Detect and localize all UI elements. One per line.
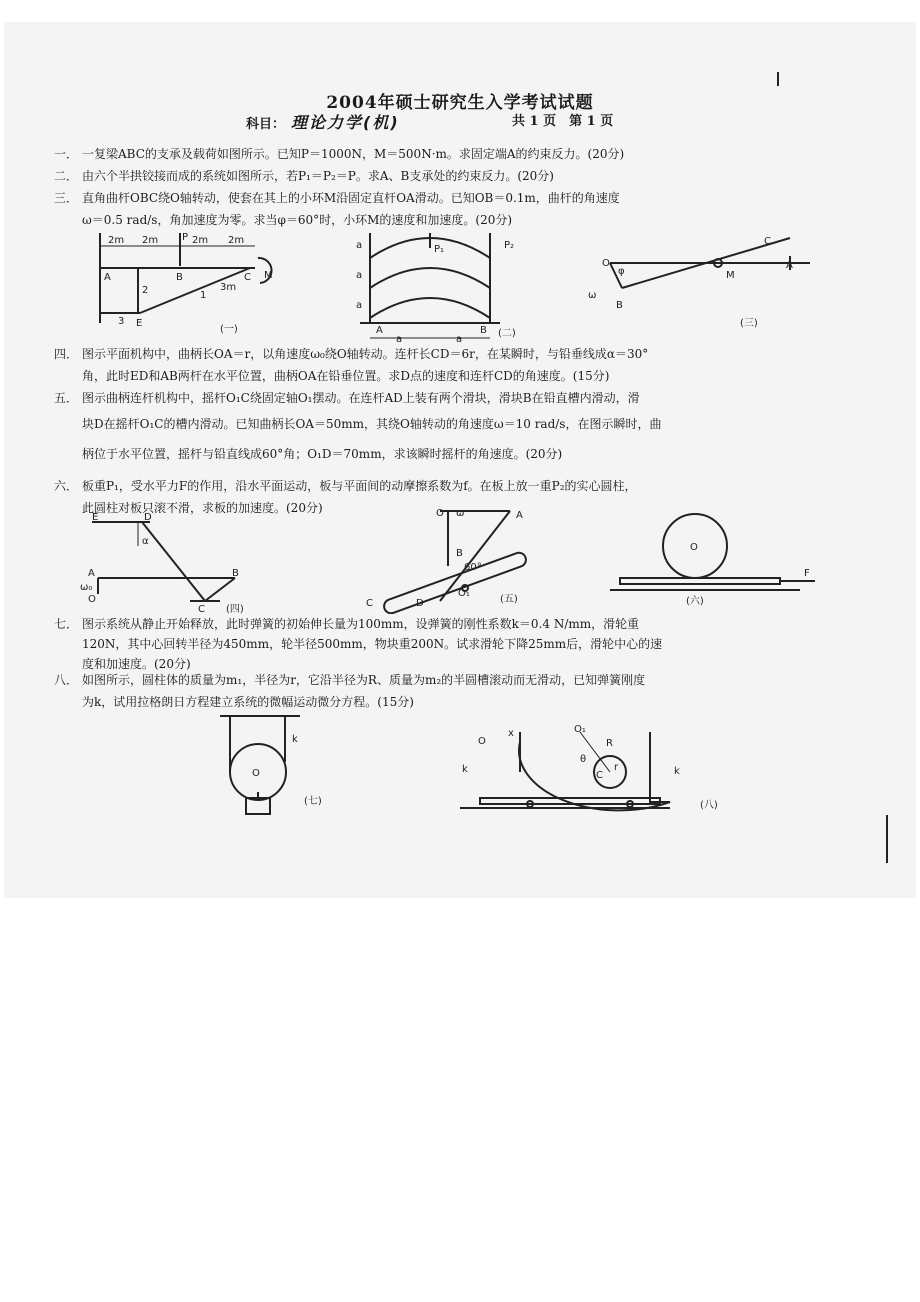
- figures-row-3: [200, 712, 760, 824]
- figure-label: C: [596, 770, 603, 781]
- figure-label: ω₀: [80, 582, 93, 593]
- figure-4: [92, 522, 235, 601]
- figure-label: M: [264, 270, 273, 281]
- page-count: 共 1 页 第 1 页: [512, 114, 614, 129]
- question-5-cont: 块D在摇杆O₁C的槽内滑动。已知曲柄长OA＝50mm，其绕O轴转动的角速度ω＝10 rad/s，在图示瞬时，曲: [82, 417, 662, 431]
- figure-label: O: [88, 594, 96, 605]
- figure-label: 1: [200, 290, 207, 301]
- question-7-cont: 120N，其中心回转半径为450mm，轮半径500mm，物块重200N。试求滑轮下降25mm后，滑轮中心的速: [82, 637, 663, 651]
- figure-label: O: [602, 258, 610, 269]
- figure-label: A: [104, 272, 111, 283]
- figure-label: F: [804, 568, 810, 579]
- figure-label: P: [182, 232, 189, 243]
- figure-label: (五): [500, 594, 518, 605]
- figure-label: (四): [226, 604, 244, 614]
- figure-label: B: [456, 548, 463, 559]
- figure-label: a: [356, 240, 363, 251]
- figure-label: E: [92, 512, 99, 523]
- figure-label: A: [516, 510, 523, 521]
- figure-label: A: [786, 260, 793, 271]
- figure-label: 3m: [220, 282, 237, 293]
- figures-row-2: [80, 506, 840, 614]
- figure-6: [610, 514, 815, 590]
- figure-label: (八): [700, 800, 718, 811]
- question-3: 三． 直角曲杆OBC绕O轴转动，使套在其上的小环M沿固定直杆OA滑动。已知OB＝0.1m，曲杆的角速度: [54, 191, 620, 205]
- figure-label: B: [232, 568, 239, 579]
- figure-label: 2: [142, 285, 149, 296]
- figure-7: [220, 716, 300, 814]
- question-6-cont: 此圆柱对板只滚不滑，求板的加速度。(20分): [82, 501, 323, 515]
- question-7-cont2: 度和加速度。(20分): [82, 657, 191, 671]
- figure-label: x: [508, 728, 514, 739]
- figure-label: O: [690, 542, 698, 553]
- figure-label: E: [136, 318, 143, 329]
- figure-label: O: [252, 768, 260, 779]
- figure-label: O₁: [574, 724, 586, 735]
- question-7: 七． 图示系统从静止开始释放，此时弹簧的初始伸长量为100mm，设弹簧的刚性系数k＝0.4 N/mm，滑轮重: [54, 617, 640, 631]
- figure-label: P₂: [504, 240, 515, 251]
- figure-label: M: [726, 270, 735, 281]
- figure-label: θ: [580, 754, 587, 765]
- figure-label: 60°: [464, 562, 482, 573]
- subject-label: 科目：: [246, 117, 286, 132]
- figure-label: 2m: [192, 235, 209, 246]
- figure-label: C: [244, 272, 251, 283]
- figure-label: B: [480, 325, 487, 336]
- figure-label: O: [478, 736, 486, 747]
- figure-label: C: [198, 604, 205, 614]
- figure-label: ω: [456, 508, 465, 519]
- question-2: 二． 由六个半拱铰接而成的系统如图所示，若P₁＝P₂＝P。求A、B支承处的约束反力。(20分): [54, 169, 554, 183]
- figure-label: C: [764, 236, 771, 247]
- scan-mark: [886, 815, 888, 863]
- question-4: 四． 图示平面机构中，曲柄长OA＝r，以角速度ω₀绕O轴转动。连杆长CD＝6r，在某瞬时，与铅垂线成α＝30°: [54, 347, 649, 361]
- figure-label: φ: [618, 266, 625, 277]
- figure-label: a: [356, 300, 363, 311]
- figure-3: [610, 238, 810, 288]
- figure-label: B: [176, 272, 183, 283]
- figure-label: 2m: [228, 235, 245, 246]
- subject-value: 理论力学(机): [291, 113, 400, 132]
- figure-label: P₁: [434, 244, 445, 255]
- figure-label: B: [616, 300, 623, 311]
- figure-label: O: [436, 508, 444, 519]
- figure-label: k: [674, 766, 680, 777]
- figures-row-1: [80, 228, 840, 346]
- subject-line: [246, 110, 400, 133]
- figure-label: k: [462, 764, 468, 775]
- figure-label: ω: [588, 290, 597, 301]
- exam-title: 2004年硕士研究生入学考试试题: [326, 93, 594, 113]
- question-3-cont: ω＝0.5 rad/s，角加速度为零。求当φ＝60°时，小环M的速度和加速度。(20分): [82, 213, 513, 227]
- figure-label: a: [456, 334, 463, 345]
- figure-label: R: [606, 738, 613, 749]
- figure-label: 2m: [142, 235, 159, 246]
- figure-label: 2m: [108, 235, 125, 246]
- question-8: 八． 如图所示，圆柱体的质量为m₁，半径为r，它沿半径为R、质量为m₂的半圆槽滚动而无滑动，已知弹簧刚度: [54, 673, 646, 687]
- question-4-cont: 角，此时ED和AB两杆在水平位置，曲柄OA在铅垂位置。求D点的速度和连杆CD的角速度。(15分): [82, 369, 610, 383]
- figure-label: 3: [118, 316, 125, 327]
- scan-mark: [777, 72, 779, 86]
- question-8-cont: 为k，试用拉格朗日方程建立系统的微幅运动微分方程。(15分): [82, 695, 414, 709]
- question-5-cont2: 柄位于水平位置，摇杆与铅直线成60°角；O₁D＝70mm，求该瞬时摇杆的角速度。(20分): [82, 447, 563, 461]
- figure-label: (六): [686, 596, 704, 607]
- question-1: 一． 一复梁ABC的支承及载荷如图所示。已知P＝1000N，M＝500N·m。求固定端A的约束反力。(20分): [54, 147, 625, 161]
- figure-label: (一): [220, 324, 238, 335]
- figure-label: a: [356, 270, 363, 281]
- figure-label: k: [292, 734, 298, 745]
- figure-label: D: [416, 598, 424, 609]
- figure-2: [360, 233, 500, 338]
- figure-8: [460, 732, 670, 810]
- figure-label: (七): [304, 796, 322, 807]
- figure-label: α: [142, 536, 149, 547]
- figure-label: D: [144, 512, 152, 523]
- figure-label: C: [366, 598, 373, 609]
- figure-label: a: [396, 334, 403, 345]
- figure-label: O₁: [458, 588, 470, 599]
- question-5: 五． 图示曲柄连杆机构中，摇杆O₁C绕固定轴O₁摆动。在连杆AD上装有两个滑块，滑块B在铅直槽内滑动，滑: [54, 391, 640, 405]
- figure-label: (三): [740, 318, 758, 329]
- question-6: 六． 板重P₁，受水平力F的作用，沿水平面运动，板与平面间的动摩擦系数为f。在板上放一重P₂的实心圆柱，: [54, 479, 637, 493]
- figure-label: r: [614, 762, 619, 773]
- figure-label: (二): [498, 328, 516, 339]
- figure-label: A: [376, 325, 383, 336]
- figure-label: A: [88, 568, 95, 579]
